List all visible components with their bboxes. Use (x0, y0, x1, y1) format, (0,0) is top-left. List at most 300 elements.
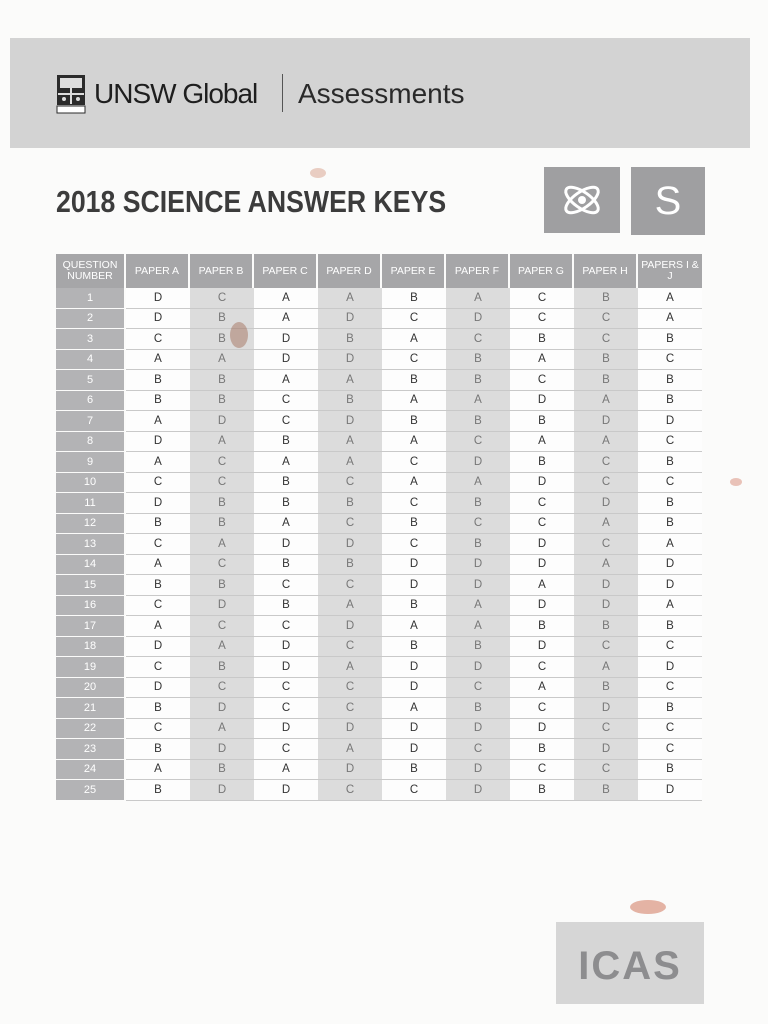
answer-cell: B (254, 555, 318, 576)
answer-cell: C (318, 575, 382, 596)
question-number-cell: 23 (56, 739, 126, 760)
answer-cell: A (190, 534, 254, 555)
answer-cell: C (510, 657, 574, 678)
question-number-cell: 19 (56, 657, 126, 678)
answer-cell: D (446, 657, 510, 678)
answer-cell: B (574, 350, 638, 371)
answer-cell: C (382, 350, 446, 371)
question-number-cell: 17 (56, 616, 126, 637)
answer-cell: B (382, 288, 446, 309)
answer-cell: B (382, 411, 446, 432)
question-number-cell: 12 (56, 514, 126, 535)
subject-badge: S (631, 167, 705, 235)
answer-cell: C (446, 739, 510, 760)
answer-cell: B (510, 780, 574, 801)
answer-cell: C (446, 329, 510, 350)
answer-cell: A (190, 432, 254, 453)
answer-cell: C (254, 411, 318, 432)
answer-cell: D (638, 555, 702, 576)
brand-divider (282, 74, 283, 112)
icas-logo-text: ICAS (578, 944, 682, 988)
table-row (56, 370, 702, 391)
question-number-cell: 22 (56, 719, 126, 740)
answer-cell: B (254, 596, 318, 617)
question-number-cell: 13 (56, 534, 126, 555)
answer-cell: B (190, 329, 254, 350)
answer-cell: B (126, 514, 190, 535)
answer-cell: D (446, 309, 510, 330)
answer-cell: B (254, 432, 318, 453)
answer-cell: D (190, 780, 254, 801)
answer-cell: C (126, 657, 190, 678)
question-number-cell: 11 (56, 493, 126, 514)
answer-cell: B (446, 493, 510, 514)
scan-stain (630, 900, 666, 914)
scan-stain (230, 322, 248, 348)
answer-cell: A (574, 514, 638, 535)
answer-cell: D (446, 760, 510, 781)
answer-cell: D (254, 534, 318, 555)
answer-cell: D (382, 575, 446, 596)
icas-logo (556, 922, 704, 1004)
answer-cell: B (638, 329, 702, 350)
answer-cell: B (318, 555, 382, 576)
answer-cell: C (574, 637, 638, 658)
answer-cell: B (638, 391, 702, 412)
table-row (56, 575, 702, 596)
answer-cell: B (446, 350, 510, 371)
answer-cell: B (574, 370, 638, 391)
answer-cell: C (574, 473, 638, 494)
answer-cell: D (318, 760, 382, 781)
column-header-paper: PAPER H (574, 254, 638, 288)
answer-cell: A (510, 432, 574, 453)
table-row (56, 329, 702, 350)
answer-cell: B (574, 288, 638, 309)
answer-cell: A (190, 719, 254, 740)
answer-cell: A (126, 350, 190, 371)
answer-cell: A (190, 637, 254, 658)
answer-cell: C (510, 514, 574, 535)
answer-cell: A (574, 391, 638, 412)
answer-cell: C (254, 678, 318, 699)
answer-cell: D (382, 657, 446, 678)
answer-cell: C (254, 698, 318, 719)
table-row (56, 698, 702, 719)
answer-cell: A (574, 657, 638, 678)
answer-cell: C (446, 514, 510, 535)
table-row (56, 780, 702, 801)
answer-cell: D (574, 596, 638, 617)
answer-cell: C (254, 391, 318, 412)
atom-icon (560, 178, 604, 222)
answer-cell: D (126, 288, 190, 309)
answer-cell: D (318, 350, 382, 371)
question-number-cell: 24 (56, 760, 126, 781)
question-number-cell: 4 (56, 350, 126, 371)
answer-cell: C (638, 473, 702, 494)
question-number-cell: 8 (56, 432, 126, 453)
answer-cell: D (382, 555, 446, 576)
question-number-cell: 25 (56, 780, 126, 801)
answer-cell: D (254, 329, 318, 350)
answer-cell: A (638, 288, 702, 309)
table-row (56, 760, 702, 781)
answer-cell: C (254, 739, 318, 760)
answer-cell: A (318, 370, 382, 391)
answer-cell: C (510, 288, 574, 309)
answer-cell: A (382, 616, 446, 637)
answer-cell: A (382, 432, 446, 453)
answer-cell: B (574, 616, 638, 637)
table-row (56, 452, 702, 473)
question-number-cell: 1 (56, 288, 126, 309)
answer-cell: A (510, 575, 574, 596)
answer-cell: A (446, 288, 510, 309)
answer-cell: B (446, 370, 510, 391)
question-number-cell: 9 (56, 452, 126, 473)
answer-cell: B (190, 493, 254, 514)
answer-cell: D (318, 616, 382, 637)
answer-cell: C (382, 534, 446, 555)
answer-cell: B (446, 637, 510, 658)
answer-cell: D (382, 678, 446, 699)
answer-cell: B (254, 493, 318, 514)
answer-cell: B (190, 514, 254, 535)
answer-cell: B (318, 329, 382, 350)
question-number-cell: 16 (56, 596, 126, 617)
answer-cell: C (446, 432, 510, 453)
answer-cell: D (510, 637, 574, 658)
answer-cell: C (254, 575, 318, 596)
table-row (56, 534, 702, 555)
answer-cell: B (510, 452, 574, 473)
table-row (56, 288, 702, 309)
answer-cell: B (382, 370, 446, 391)
answer-cell: B (318, 493, 382, 514)
table-row (56, 493, 702, 514)
answer-cell: D (574, 575, 638, 596)
answer-cell: A (318, 288, 382, 309)
table-row (56, 350, 702, 371)
answer-cell: C (318, 514, 382, 535)
answer-cell: D (318, 411, 382, 432)
question-number-cell: 15 (56, 575, 126, 596)
answer-cell: C (574, 309, 638, 330)
table-row (56, 678, 702, 699)
answer-cell: C (510, 370, 574, 391)
answer-cell: A (190, 350, 254, 371)
answer-cell: C (190, 555, 254, 576)
answer-cell: C (126, 596, 190, 617)
answer-cell: A (254, 514, 318, 535)
answer-cell: B (190, 309, 254, 330)
answer-cell: C (638, 719, 702, 740)
column-header-paper: PAPER G (510, 254, 574, 288)
answer-cell: D (510, 719, 574, 740)
answer-cell: D (446, 719, 510, 740)
table-row (56, 637, 702, 658)
answer-cell: D (574, 493, 638, 514)
answer-cell: C (126, 473, 190, 494)
brand-logo-text: UNSW Global (94, 78, 258, 109)
answer-cell: A (318, 596, 382, 617)
answer-cell: C (318, 698, 382, 719)
answer-cell: A (126, 411, 190, 432)
answer-cell: C (574, 760, 638, 781)
answer-cell: D (510, 473, 574, 494)
answer-cell: D (254, 350, 318, 371)
answer-cell: C (574, 719, 638, 740)
answer-cell: B (446, 534, 510, 555)
answer-cell: C (126, 719, 190, 740)
answer-cell: B (190, 370, 254, 391)
scan-stain (730, 478, 742, 486)
answer-cell: C (638, 637, 702, 658)
column-header-paper: PAPER E (382, 254, 446, 288)
answer-cell: B (190, 760, 254, 781)
answer-cell: A (574, 555, 638, 576)
question-number-cell: 2 (56, 309, 126, 330)
answer-cell: C (446, 678, 510, 699)
answer-cell: D (254, 780, 318, 801)
answer-cell: A (382, 473, 446, 494)
answer-cell: B (510, 411, 574, 432)
answer-cell: D (126, 678, 190, 699)
answer-cell: D (574, 698, 638, 719)
answer-cell: A (510, 350, 574, 371)
answer-cell: C (190, 473, 254, 494)
university-crest-icon (56, 74, 86, 114)
answer-cell: C (382, 452, 446, 473)
answer-cell: D (126, 637, 190, 658)
answer-cell: D (254, 637, 318, 658)
answer-cell: D (190, 739, 254, 760)
answer-cell: A (126, 760, 190, 781)
answer-cell: A (574, 432, 638, 453)
answer-cell: A (254, 452, 318, 473)
column-header-paper: PAPERS I & J (638, 254, 702, 288)
answer-cell: B (638, 452, 702, 473)
answer-cell: C (318, 473, 382, 494)
table-row (56, 739, 702, 760)
answer-cell: B (126, 370, 190, 391)
answer-cell: A (126, 555, 190, 576)
answer-cell: B (190, 657, 254, 678)
table-row (56, 616, 702, 637)
answer-cell: D (510, 596, 574, 617)
column-header-paper: PAPER C (254, 254, 318, 288)
answer-cell: B (126, 575, 190, 596)
answer-cell: B (382, 514, 446, 535)
answer-cell: B (510, 329, 574, 350)
column-header-question-number: QUESTION NUMBER (56, 254, 126, 288)
answer-cell: B (318, 391, 382, 412)
answer-cell: D (446, 575, 510, 596)
answer-cell: B (126, 739, 190, 760)
answer-cell: B (446, 411, 510, 432)
answer-cell: B (190, 575, 254, 596)
answer-cell: A (254, 288, 318, 309)
answer-cell: D (510, 391, 574, 412)
answer-cell: B (638, 616, 702, 637)
answer-cell: C (574, 534, 638, 555)
scan-stain (310, 168, 326, 178)
answer-cell: D (126, 309, 190, 330)
table-row (56, 514, 702, 535)
question-number-cell: 21 (56, 698, 126, 719)
answer-cell: B (382, 760, 446, 781)
answer-cell: C (254, 616, 318, 637)
answer-cell: B (126, 698, 190, 719)
answer-cell: D (190, 411, 254, 432)
answer-key-table (56, 254, 702, 801)
answer-cell: A (318, 657, 382, 678)
answer-cell: D (446, 452, 510, 473)
answer-cell: D (638, 411, 702, 432)
table-row (56, 391, 702, 412)
question-number-cell: 7 (56, 411, 126, 432)
answer-cell: D (190, 596, 254, 617)
answer-cell: D (446, 780, 510, 801)
answer-cell: A (510, 678, 574, 699)
answer-cell: D (126, 432, 190, 453)
answer-cell: C (126, 534, 190, 555)
answer-cell: D (574, 739, 638, 760)
answer-cell: B (574, 780, 638, 801)
answer-cell: C (574, 329, 638, 350)
column-header-paper: PAPER B (190, 254, 254, 288)
table-row (56, 719, 702, 740)
answer-cell: C (638, 432, 702, 453)
answer-cell: B (638, 698, 702, 719)
answer-cell: C (318, 637, 382, 658)
question-number-cell: 14 (56, 555, 126, 576)
answer-cell: C (382, 493, 446, 514)
answer-cell: D (446, 555, 510, 576)
answer-cell: C (190, 678, 254, 699)
answer-cell: A (254, 760, 318, 781)
question-number-cell: 10 (56, 473, 126, 494)
answer-cell: A (126, 616, 190, 637)
answer-cell: B (126, 780, 190, 801)
answer-cell: D (382, 739, 446, 760)
question-number-cell: 5 (56, 370, 126, 391)
product-name: Assessments (298, 78, 465, 109)
answer-cell: D (638, 657, 702, 678)
answer-cell: C (638, 350, 702, 371)
science-badge (544, 167, 620, 233)
answer-cell: A (382, 698, 446, 719)
answer-cell: B (638, 514, 702, 535)
page-title: 2018 SCIENCE ANSWER KEYS (56, 184, 447, 219)
answer-cell: D (318, 309, 382, 330)
answer-cell: D (510, 534, 574, 555)
table-header-row (56, 254, 702, 288)
answer-cell: B (510, 616, 574, 637)
table-row (56, 473, 702, 494)
answer-cell: A (318, 432, 382, 453)
table-row (56, 596, 702, 617)
answer-cell: A (318, 739, 382, 760)
answer-cell: A (126, 452, 190, 473)
answer-cell: A (382, 391, 446, 412)
answer-cell: A (254, 309, 318, 330)
answer-cell: B (382, 596, 446, 617)
column-header-paper: PAPER D (318, 254, 382, 288)
answer-cell: C (638, 678, 702, 699)
answer-cell: C (510, 309, 574, 330)
answer-cell: D (190, 698, 254, 719)
answer-cell: C (190, 452, 254, 473)
table-row (56, 555, 702, 576)
answer-cell: C (318, 678, 382, 699)
answer-cell: C (126, 329, 190, 350)
question-number-cell: 20 (56, 678, 126, 699)
answer-cell: D (574, 411, 638, 432)
answer-cell: D (318, 719, 382, 740)
answer-cell: A (254, 370, 318, 391)
answer-cell: C (510, 493, 574, 514)
answer-cell: C (190, 616, 254, 637)
answer-cell: B (190, 391, 254, 412)
answer-cell: B (574, 678, 638, 699)
answer-cell: C (510, 760, 574, 781)
table-row (56, 309, 702, 330)
answer-cell: D (254, 719, 318, 740)
answer-cell: D (126, 493, 190, 514)
answer-cell: C (574, 452, 638, 473)
answer-cell: B (126, 391, 190, 412)
table-row (56, 432, 702, 453)
answer-cell: A (446, 391, 510, 412)
answer-cell: A (382, 329, 446, 350)
answer-cell: C (318, 780, 382, 801)
answer-cell: B (638, 760, 702, 781)
answer-cell: D (638, 780, 702, 801)
answer-cell: C (382, 780, 446, 801)
column-header-paper: PAPER F (446, 254, 510, 288)
answer-cell: B (446, 698, 510, 719)
answer-cell: D (510, 555, 574, 576)
answer-cell: D (382, 719, 446, 740)
answer-cell: D (318, 534, 382, 555)
answer-cell: A (446, 616, 510, 637)
answer-cell: C (638, 739, 702, 760)
answer-cell: D (254, 657, 318, 678)
answer-cell: B (382, 637, 446, 658)
answer-cell: A (318, 452, 382, 473)
question-number-cell: 18 (56, 637, 126, 658)
column-header-paper: PAPER A (126, 254, 190, 288)
answer-cell: C (510, 698, 574, 719)
question-number-cell: 3 (56, 329, 126, 350)
answer-cell: D (638, 575, 702, 596)
answer-cell: B (638, 370, 702, 391)
answer-cell: B (638, 493, 702, 514)
table-row (56, 411, 702, 432)
question-number-cell: 6 (56, 391, 126, 412)
answer-cell: C (382, 309, 446, 330)
answer-cell: A (638, 596, 702, 617)
answer-cell: A (638, 534, 702, 555)
answer-cell: A (446, 473, 510, 494)
answer-cell: A (638, 309, 702, 330)
table-row (56, 657, 702, 678)
answer-cell: B (510, 739, 574, 760)
answer-cell: B (254, 473, 318, 494)
answer-cell: A (446, 596, 510, 617)
